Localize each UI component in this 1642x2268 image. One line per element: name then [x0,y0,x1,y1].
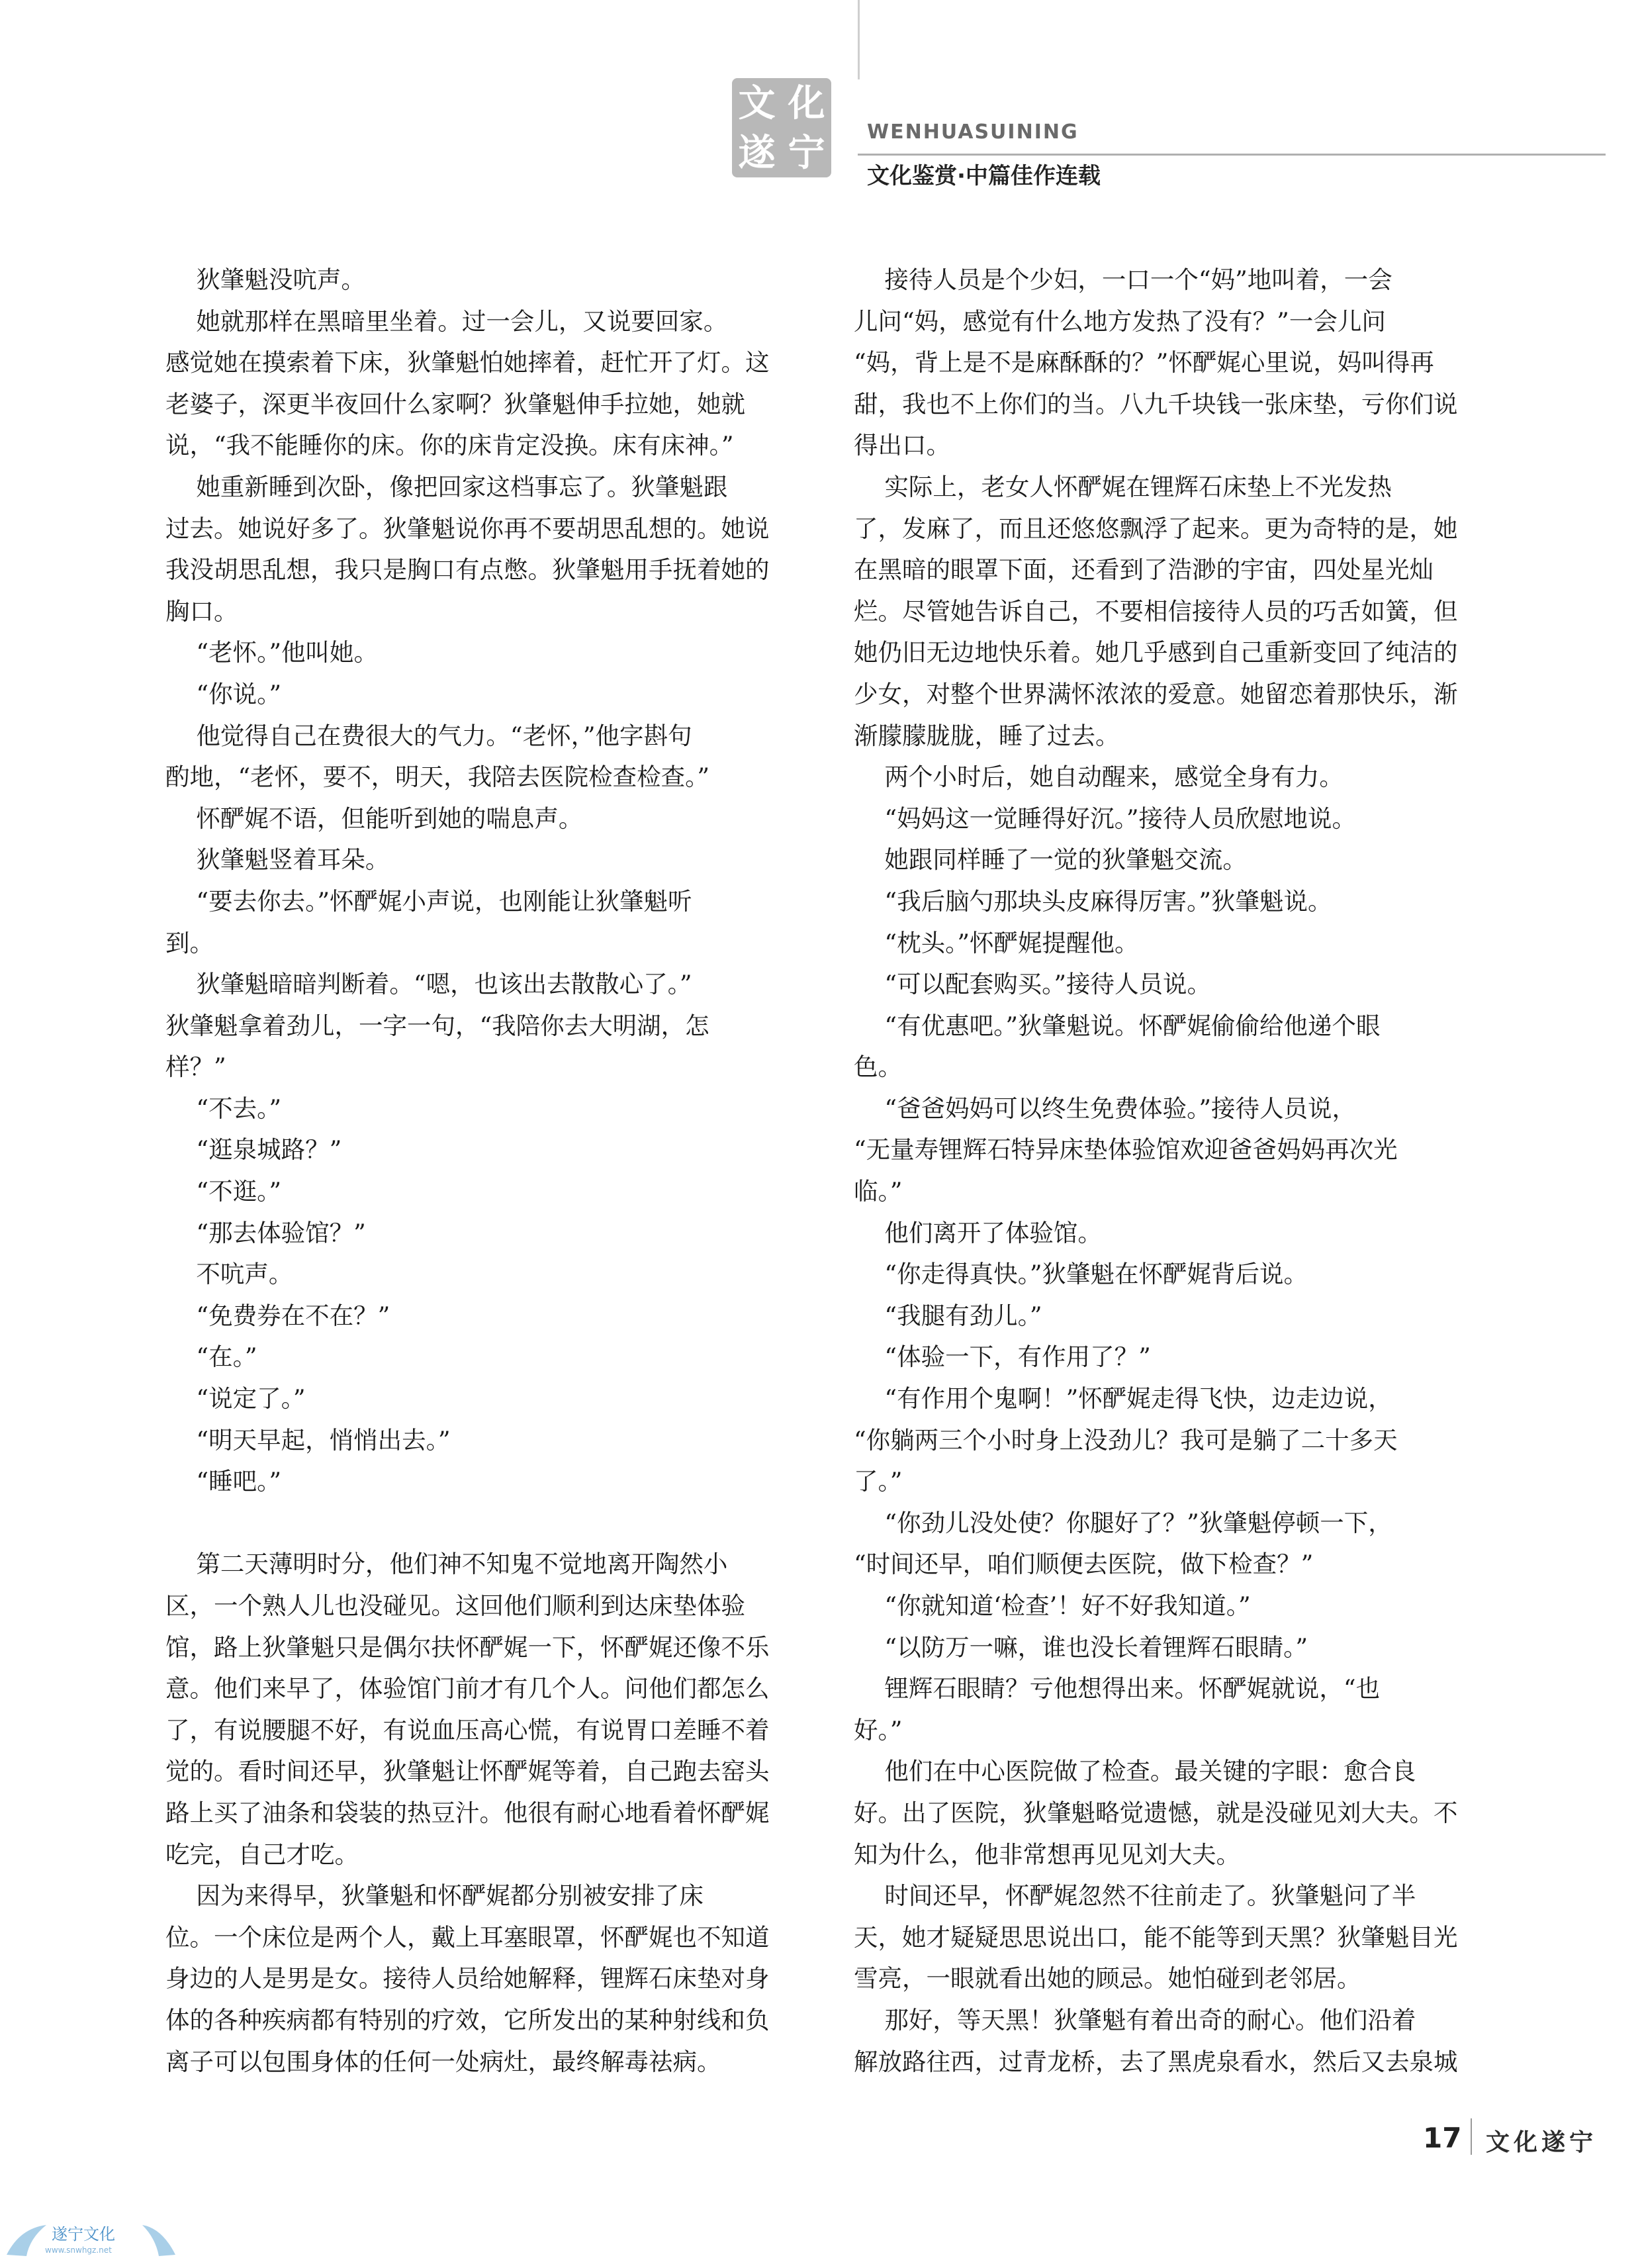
text-line: 了，有说腰腿不好，有说血压高心慌，有说胃口差睡不着 [165,1715,770,1744]
text-line: 锂辉石眼睛？亏他想得出来。怀酽娓就说，“也 [854,1674,1381,1703]
text-line: 少女，对整个世界满怀浓浓的爱意。她留恋着那快乐，渐 [854,679,1458,708]
text-line: 得出口。 [854,431,950,460]
text-line: 吃完，自己才吃。 [165,1840,359,1869]
text-line: “在。” [165,1343,257,1372]
text-line: “睡吧。” [165,1467,281,1496]
text-line: “你说。” [165,679,281,708]
text-line: 了，发麻了，而且还悠悠飘浮了起来。更为奇特的是，她 [854,514,1458,543]
text-line: 身边的人是男是女。接待人员给她解释，锂辉石床垫对身 [165,1964,770,1993]
text-line: 那好，等天黑！狄肇魁有着出奇的耐心。他们沿着 [854,2005,1416,2034]
text-line: 她重新睡到次卧，像把回家这档事忘了。狄肇魁跟 [165,472,728,501]
header-vertical-rule [858,0,860,79]
text-line: 胸口。 [165,596,238,626]
text-line: 离子可以包围身体的任何一处病灶，最终解毒祛病。 [165,2047,721,2076]
text-line: 两个小时后，她自动醒来，感觉全身有力。 [854,763,1344,792]
text-line: 时间还早，怀酽娓忽然不往前走了。狄肇魁问了半 [854,1881,1416,1911]
text-line: “无量寿锂辉石特异床垫体验馆欢迎爸爸妈妈再次光 [854,1135,1398,1164]
text-line: “不逛。” [165,1177,281,1206]
magazine-seal-logo [732,78,831,177]
text-line: “逛泉城路？” [165,1135,342,1164]
text-line: 意。他们来早了，体验馆门前才有几个人。问他们都怎么 [165,1674,770,1703]
text-line: “妈，背上是不是麻酥酥的？”怀酽娓心里说，妈叫得再 [854,348,1434,377]
text-line: “不去。” [165,1094,281,1123]
text-line: 好。出了医院，狄肇魁略觉遗憾，就是没碰见刘大夫。不 [854,1798,1458,1827]
text-line: 他们在中心医院做了检查。最关键的字眼：愈合良 [854,1757,1416,1786]
text-line: 酌地，“老怀，要不，明天，我陪去医院检查检查。” [165,763,710,792]
text-line: “免费券在不在？” [165,1301,390,1330]
text-line: 实际上，老女人怀酽娓在锂辉石床垫上不光发热 [854,472,1392,501]
seal-char: 遂 [738,130,776,175]
text-line: 路上买了油条和袋装的热豆汁。他很有耐心地看着怀酽娓 [165,1798,770,1827]
page-number: 17 [1423,2122,1462,2154]
text-line: 样？” [165,1053,226,1082]
text-line: 体的各种疾病都有特别的疗效，它所发出的某种射线和负 [165,2005,770,2034]
text-line: 儿问“妈，感觉有什么地方发热了没有？”一会儿问 [854,307,1386,336]
text-line: 在黑暗的眼罩下面，还看到了浩渺的宇宙，四处星光灿 [854,555,1434,585]
footer-divider [1471,2118,1472,2155]
header-horizontal-rule [858,154,1606,156]
text-line: 不吭声。 [165,1260,293,1289]
seal-char: 宁 [788,130,825,175]
text-line: 好。” [854,1715,903,1744]
text-line: 雪亮，一眼就看出她的顾忌。她怕碰到老邻居。 [854,1964,1361,1993]
text-line: 她跟同样睡了一觉的狄肇魁交流。 [854,845,1247,874]
right-text-column [854,260,1516,2083]
text-line: “体验一下，有作用了？” [854,1343,1151,1372]
text-line: 烂。尽管她告诉自己，不要相信接待人员的巧舌如簧，但 [854,596,1458,626]
text-line: 解放路往西，过青龙桥，去了黑虎泉看水，然后又去泉城 [854,2047,1458,2076]
text-line: 觉的。看时间还早，狄肇魁让怀酽娓等着，自己跑去窑头 [165,1757,770,1786]
text-line: 渐朦朦胧胧，睡了过去。 [854,721,1120,750]
text-line: 狄肇魁没吭声。 [165,265,365,294]
text-line: 我没胡思乱想，我只是胸口有点憋。狄肇魁用手抚着她的 [165,555,770,585]
text-line: 到。 [165,928,214,957]
section-title: 文化鉴赏·中篇佳作连载 [867,163,1101,189]
brand-english-title: WENHUASUINING [867,120,1079,144]
text-line: 接待人员是个少妇，一口一个“妈”地叫着，一会 [854,265,1392,294]
text-line: “枕头。”怀酽娓提醒他。 [854,928,1139,957]
text-line: 因为来得早，狄肇魁和怀酽娓都分别被安排了床 [165,1881,704,1911]
text-line: “我腿有劲儿。” [854,1301,1042,1330]
text-line: 狄肇魁拿着劲儿，一字一句，“我陪你去大明湖，怎 [165,1011,709,1040]
text-line: 怀酽娓不语，但能听到她的喘息声。 [165,804,583,833]
text-line: 临。” [854,1177,903,1206]
text-line: “时间还早，咱们顺便去医院，做下检查？” [854,1550,1314,1579]
text-line: 她就那样在黑暗里坐着。过一会儿，又说要回家。 [165,307,728,336]
text-line: “我后脑勺那块头皮麻得厉害。”狄肇魁说。 [854,886,1332,916]
text-line: 狄肇魁暗暗判断着。“嗯，也该出去散散心了。” [165,970,692,999]
text-line: 色。 [854,1053,902,1082]
footer-magazine-name: 文化遂宁 [1486,2128,1598,2156]
text-line: “妈妈这一觉睡得好沉。”接待人员欣慰地说。 [854,804,1356,833]
text-line: “有优惠吧。”狄肇魁说。怀酽娓偷偷给他递个眼 [854,1011,1381,1040]
text-line: 过去。她说好多了。狄肇魁说你再不要胡思乱想的。她说 [165,514,770,543]
seal-char: 文 [738,81,776,125]
text-line: “你走得真快。”狄肇魁在怀酽娓背后说。 [854,1260,1308,1289]
text-line: 天，她才疑疑思思说出口，能不能等到天黑？狄肇魁目光 [854,1922,1458,1952]
text-line: “老怀。”他叫她。 [165,638,378,667]
text-line: 甜，我也不上你们的当。八九千块钱一张床垫，亏你们说 [854,389,1458,418]
text-line: 狄肇魁竖着耳朵。 [165,845,390,874]
text-line: “你躺两三个小时身上没劲儿？我可是躺了二十多天 [854,1425,1398,1454]
text-line: “你劲儿没处使？你腿好了？”狄肇魁停顿一下， [854,1508,1392,1537]
text-line: 感觉她在摸索着下床，狄肇魁怕她摔着，赶忙开了灯。这 [165,348,770,377]
text-line: 位。一个床位是两个人，戴上耳塞眼罩，怀酽娓也不知道 [165,1922,770,1952]
text-line: 说，“我不能睡你的床。你的床肯定没换。床有床神。” [165,431,734,460]
text-line: “爸爸妈妈可以终生免费体验。”接待人员说， [854,1094,1356,1123]
text-line: “有作用个鬼啊！”怀酽娓走得飞快，边走边说， [854,1384,1392,1413]
text-line: “说定了。” [165,1384,306,1413]
text-line: 他觉得自己在费很大的气力。“老怀，”他字斟句 [165,721,692,750]
text-line: “可以配套购买。”接待人员说。 [854,970,1211,999]
text-line: 馆，路上狄肇魁只是偶尔扶怀酽娓一下，怀酽娓还像不乐 [165,1632,770,1662]
text-line: “明天早起，悄悄出去。” [165,1425,451,1454]
text-line: 老婆子，深更半夜回什么家啊？狄肇魁伸手拉她，她就 [165,389,745,418]
text-line: “你就知道‘检查’！好不好我知道。” [854,1591,1251,1620]
text-line: “那去体验馆？” [165,1218,366,1247]
text-line: 他们离开了体验馆。 [854,1218,1102,1247]
text-line: 了。” [854,1467,903,1496]
text-line: 区，一个熟人儿也没碰见。这回他们顺利到达床垫体验 [165,1591,745,1620]
text-line: 第二天薄明时分，他们神不知鬼不觉地离开陶然小 [165,1550,728,1579]
text-line: “要去你去。”怀酽娓小声说，也刚能让狄肇魁听 [165,886,692,916]
watermark-url: www.snwhgz.net [45,2245,112,2255]
left-text-column [165,260,827,2083]
text-line [165,1503,827,1544]
seal-char: 化 [788,81,825,125]
text-line: 她仍旧无边地快乐着。她几乎感到自己重新变回了纯洁的 [854,638,1458,667]
text-line: 知为什么，他非常想再见见刘大夫。 [854,1840,1240,1869]
text-line: “以防万一嘛，谁也没长着锂辉石眼睛。” [854,1632,1308,1662]
watermark-name: 遂宁文化 [52,2225,115,2244]
